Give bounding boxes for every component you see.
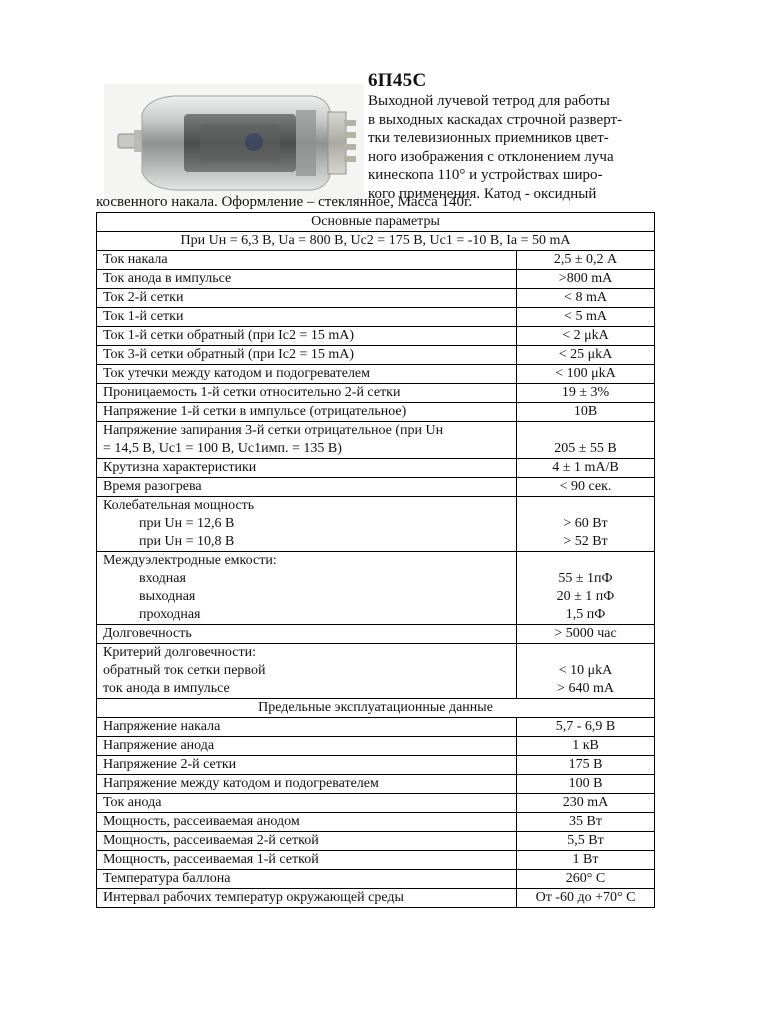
sub-param: входная <box>139 571 186 586</box>
param-value: 260° С <box>517 870 655 889</box>
table-row <box>97 308 655 327</box>
param-name: Напряжение анода <box>97 737 517 756</box>
param-name: Ток 1-й сетки обратный (при Ic2 = 15 mA) <box>97 327 517 346</box>
table-row <box>97 737 655 756</box>
param-line: = 14,5 В, Uc1 = 100 В, Uc1имп. = 135 В) <box>103 441 342 456</box>
param-value: 230 mA <box>517 794 655 813</box>
param-name: Ток накала <box>97 251 517 270</box>
param-name <box>97 552 517 625</box>
table-row <box>97 870 655 889</box>
table-row <box>97 251 655 270</box>
param-value: 5,7 - 6,9 В <box>517 718 655 737</box>
sub-value: > 52 Вт <box>563 534 608 549</box>
param-value <box>517 552 655 625</box>
table-row <box>97 289 655 308</box>
param-name: Ток 1-й сетки <box>97 308 517 327</box>
param-name: Мощность, рассеиваемая 1-й сеткой <box>97 851 517 870</box>
param-value: 4 ± 1 mA/В <box>517 459 655 478</box>
intro-line: кого применения. Катод - оксидный <box>368 185 597 202</box>
intro-continuation: косвенного накала. Оформление – стеклянное, Масса 140г. <box>96 194 473 210</box>
sub-value: < 10 μkA <box>558 663 613 678</box>
param-value: 2,5 ± 0,2 А <box>517 251 655 270</box>
table-row <box>97 625 655 644</box>
param-name: Температура баллона <box>97 870 517 889</box>
sub-param: ток анода в импульсе <box>103 681 230 696</box>
table-row <box>97 775 655 794</box>
table-row <box>97 459 655 478</box>
param-name <box>97 644 517 699</box>
param-value: От -60 до +70° С <box>517 889 655 908</box>
param-value: < 5 mA <box>517 308 655 327</box>
param-name: Напряжение 2-й сетки <box>97 756 517 775</box>
table-row <box>97 497 655 552</box>
table-row <box>97 346 655 365</box>
sub-value: 20 ± 1 пФ <box>556 589 615 604</box>
table-row <box>97 327 655 346</box>
section-title-main: Основные параметры <box>97 213 655 232</box>
table-row <box>97 552 655 625</box>
tube-title: 6П45С <box>368 70 427 91</box>
table-row <box>97 718 655 737</box>
table-row <box>97 478 655 497</box>
param-value: 100 В <box>517 775 655 794</box>
table-row <box>97 384 655 403</box>
param-value: 10В <box>517 403 655 422</box>
sub-value: > 60 Вт <box>563 516 608 531</box>
param-name: Мощность, рассеиваемая анодом <box>97 813 517 832</box>
param-name: Мощность, рассеиваемая 2-й сеткой <box>97 832 517 851</box>
param-name <box>97 497 517 552</box>
param-name: Интервал рабочих температур окружающей среды <box>97 889 517 908</box>
intro-line: тки телевизионных приемников цвет- <box>368 130 609 146</box>
param-name: Ток анода <box>97 794 517 813</box>
param-name <box>97 422 517 459</box>
table-row <box>97 644 655 699</box>
param-name: Крутизна характеристики <box>97 459 517 478</box>
param-name: Ток утечки между катодом и подогревателем <box>97 365 517 384</box>
table-row <box>97 813 655 832</box>
param-value: >800 mA <box>517 270 655 289</box>
param-value: < 25 μkA <box>517 346 655 365</box>
intro-line: Выходной лучевой тетрод для работы <box>368 93 610 109</box>
intro-text <box>368 92 640 203</box>
param-value: 19 ± 3% <box>517 384 655 403</box>
param-value: < 90 сек. <box>517 478 655 497</box>
param-name: Проницаемость 1-й сетки относительно 2-й сетки <box>97 384 517 403</box>
sub-value: 55 ± 1пФ <box>558 571 613 586</box>
sub-value: 1,5 пФ <box>565 607 606 622</box>
section-title-limits: Предельные эксплуатационные данные <box>97 699 655 718</box>
table-row <box>97 889 655 908</box>
param-value: < 100 μkA <box>517 365 655 384</box>
param-name: Ток 3-й сетки обратный (при Ic2 = 15 mA) <box>97 346 517 365</box>
intro-line: кинескопа 110° и устройствах широ- <box>368 167 603 183</box>
param-value: 175 В <box>517 756 655 775</box>
param-name: Напряжение накала <box>97 718 517 737</box>
group-label: Критерий долговечности: <box>103 645 256 660</box>
param-name: Напряжение 1-й сетки в импульсе (отрицательное) <box>97 403 517 422</box>
table-row <box>97 422 655 459</box>
param-name: Долговечность <box>97 625 517 644</box>
group-label: Междуэлектродные емкости: <box>103 553 277 568</box>
table-row <box>97 794 655 813</box>
param-value: < 8 mA <box>517 289 655 308</box>
sub-param: при Uн = 10,8 В <box>139 534 235 549</box>
parameters-table <box>96 212 655 908</box>
table-row <box>97 851 655 870</box>
param-name: Ток 2-й сетки <box>97 289 517 308</box>
test-conditions: При Uн = 6,3 В, Ua = 800 В, Uc2 = 175 В, Uc1 = -10 В, Ia = 50 mA <box>97 232 655 251</box>
table-row <box>97 270 655 289</box>
table-row <box>97 403 655 422</box>
param-value: 1 Вт <box>517 851 655 870</box>
param-value: < 2 μkA <box>517 327 655 346</box>
table-row <box>97 832 655 851</box>
sub-param: обратный ток сетки первой <box>103 663 266 678</box>
param-value: 5,5 Вт <box>517 832 655 851</box>
param-value: 1 кВ <box>517 737 655 756</box>
intro-line: в выходных каскадах строчной разверт- <box>368 111 623 128</box>
param-value: > 5000 час <box>517 625 655 644</box>
param-name: Напряжение между катодом и подогревателем <box>97 775 517 794</box>
sub-value: > 640 mA <box>557 681 614 696</box>
intro-line: ного изображения с отклонением луча <box>368 148 614 165</box>
group-label: Колебательная мощность <box>103 498 255 513</box>
param-name: Ток анода в импульсе <box>97 270 517 289</box>
table-row <box>97 365 655 384</box>
table-row <box>97 756 655 775</box>
param-value <box>517 644 655 699</box>
param-value <box>517 497 655 552</box>
sub-param: проходная <box>139 607 201 622</box>
param-value: 35 Вт <box>517 813 655 832</box>
sub-param: при Uн = 12,6 В <box>139 516 235 531</box>
tube-photo <box>104 84 364 202</box>
sub-param: выходная <box>139 589 196 604</box>
param-value: 205 ± 55 В <box>517 422 655 459</box>
param-name: Время разогрева <box>97 478 517 497</box>
param-line: Напряжение запирания 3-й сетки отрицательное (при Uн <box>103 423 444 438</box>
